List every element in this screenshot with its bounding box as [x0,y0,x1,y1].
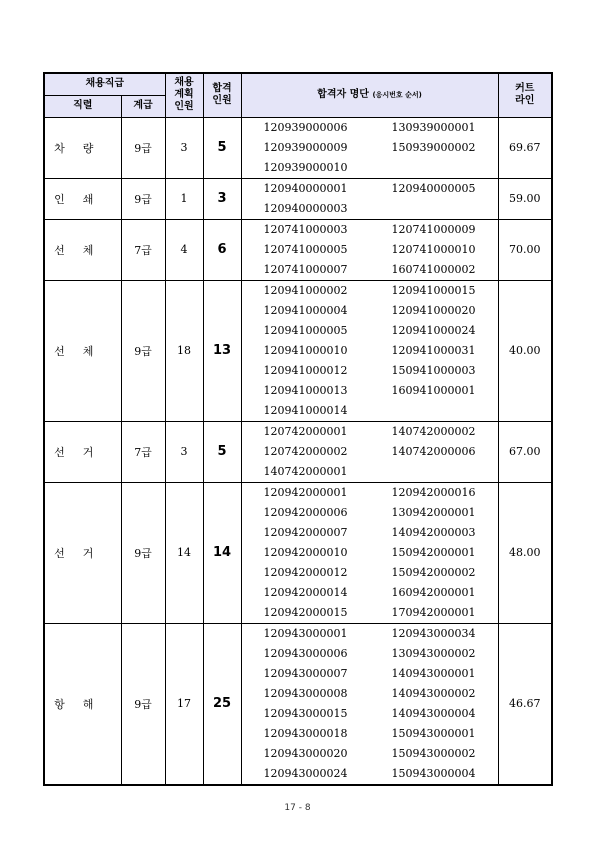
applicant-number: 120941000010 [263,343,348,357]
name-list-row [242,199,498,219]
name-list-row [242,764,498,784]
name-list-row [242,664,498,684]
grade-cell: 9급 [121,178,165,219]
applicant-number: 120943000008 [263,686,348,700]
applicant-number: 130939000001 [391,120,476,134]
applicant-number: 120943000015 [263,706,348,720]
passed-cell: 25 [203,623,241,785]
passed-cell: 13 [203,280,241,421]
applicant-number: 150941000003 [391,363,476,377]
series-cell: 차량 [44,117,121,178]
name-list-row [242,301,498,321]
header-name-list-note: (응시번호 순서) [372,91,422,100]
name-list-row [242,744,498,764]
applicant-number: 120941000014 [263,403,348,417]
applicant-number: 150942000002 [391,565,476,579]
applicant-number: 120741000005 [263,242,348,256]
applicant-number: 120941000002 [263,283,348,297]
name-list-row [242,543,498,563]
passed-cell: 6 [203,219,241,280]
name-list-row [242,563,498,583]
applicant-number [370,199,498,219]
grade-cell: 7급 [121,421,165,482]
header-grade: 계급 [121,95,165,117]
applicant-number: 120941000013 [263,383,348,397]
cutline-cell: 67.00 [498,421,552,482]
applicant-number: 120941000004 [263,303,348,317]
header-passed-text: 합격 인원 [212,83,232,107]
grade-cell: 7급 [121,219,165,280]
planned-cell: 17 [165,623,203,785]
applicant-number: 120943000001 [263,626,348,640]
grade-cell: 9급 [121,117,165,178]
cutline-cell: 46.67 [498,623,552,785]
name-list-row [242,704,498,724]
grade-cell: 9급 [121,482,165,623]
cutline-cell: 70.00 [498,219,552,280]
header-series: 직렬 [44,95,121,117]
header-cutline-text: 커트 라인 [515,83,535,107]
name-list-cell [241,482,498,623]
applicant-number: 120941000020 [391,303,476,317]
table-row [44,280,552,421]
name-list-row [242,118,498,138]
header-planned [165,73,203,117]
applicant-number: 140943000001 [391,666,476,680]
planned-cell: 3 [165,117,203,178]
grade-cell: 9급 [121,623,165,785]
applicant-number: 150942000001 [391,545,476,559]
name-list-row [242,220,498,240]
applicant-number: 120741000003 [263,222,348,236]
header-name-list [241,73,498,117]
applicant-number: 120939000006 [263,120,348,134]
applicant-number: 120941000015 [391,283,476,297]
cutline-cell: 59.00 [498,178,552,219]
name-list-row [242,281,498,301]
applicant-number: 120939000009 [263,140,348,154]
applicant-number: 120940000005 [391,181,476,195]
applicant-number: 160942000001 [391,585,476,599]
name-list-cell [241,219,498,280]
applicant-number: 150939000002 [391,140,476,154]
applicant-number: 150943000001 [391,726,476,740]
header-planned-text: 채용 계획 인원 [174,77,194,113]
applicant-number: 120939000010 [263,160,348,174]
applicant-number: 140742000001 [263,464,348,478]
name-list-row [242,583,498,603]
name-list-cell [241,280,498,421]
name-list-row [242,240,498,260]
applicant-number: 130943000002 [391,646,476,660]
series-cell: 선체 [44,219,121,280]
name-list-row [242,503,498,523]
header-recruit-grade: 채용직급 [44,73,165,95]
applicant-number: 120941000012 [263,363,348,377]
series-cell: 항해 [44,623,121,785]
applicant-number: 120943000007 [263,666,348,680]
applicant-number: 170942000001 [391,605,476,619]
applicant-number: 120742000002 [263,444,348,458]
name-list-row [242,462,498,482]
applicant-number: 140942000003 [391,525,476,539]
series-cell: 선체 [44,280,121,421]
applicant-number: 120941000031 [391,343,476,357]
name-list-row [242,483,498,503]
applicant-number: 150943000002 [391,746,476,760]
results-body [44,117,552,785]
name-list-cell [241,117,498,178]
table-row [44,117,552,178]
cutline-cell: 69.67 [498,117,552,178]
applicant-number: 120943000020 [263,746,348,760]
name-list-row [242,603,498,623]
table-row [44,219,552,280]
passed-cell: 14 [203,482,241,623]
applicant-number [370,158,498,178]
name-list-row [242,361,498,381]
name-list-row [242,644,498,664]
applicant-number [370,401,498,421]
cutline-cell: 48.00 [498,482,552,623]
name-list-row [242,724,498,744]
applicant-number: 120940000003 [263,201,348,215]
applicant-number: 120940000001 [263,181,348,195]
applicant-number: 120942000015 [263,605,348,619]
applicant-number: 140943000004 [391,706,476,720]
applicant-number: 120942000006 [263,505,348,519]
applicant-number [370,462,498,482]
name-list-row [242,341,498,361]
applicant-number: 120741000007 [263,262,348,276]
name-list-row [242,523,498,543]
applicant-number: 120942000014 [263,585,348,599]
applicant-number: 120742000001 [263,424,348,438]
header-cutline [498,73,552,117]
grade-cell: 9급 [121,280,165,421]
applicant-number: 120941000005 [263,323,348,337]
applicant-number: 120741000009 [391,222,476,236]
applicant-number: 120741000010 [391,242,476,256]
table-row [44,178,552,219]
planned-cell: 18 [165,280,203,421]
applicant-number: 160741000002 [391,262,476,276]
series-cell: 선거 [44,482,121,623]
name-list-row [242,624,498,644]
passed-cell: 3 [203,178,241,219]
table-row [44,623,552,785]
name-list-row [242,381,498,401]
name-list-cell [241,623,498,785]
results-table [43,72,553,786]
applicant-number: 120943000034 [391,626,476,640]
table-row [44,482,552,623]
applicant-number: 140943000002 [391,686,476,700]
name-list-row [242,179,498,199]
applicant-number: 120942000001 [263,485,348,499]
name-list-row [242,401,498,421]
planned-cell: 1 [165,178,203,219]
applicant-number: 160941000001 [391,383,476,397]
planned-cell: 14 [165,482,203,623]
passed-cell: 5 [203,421,241,482]
name-list-row [242,684,498,704]
planned-cell: 4 [165,219,203,280]
applicant-number: 140742000002 [391,424,476,438]
name-list-row [242,422,498,442]
cutline-cell: 40.00 [498,280,552,421]
applicant-number: 120942000007 [263,525,348,539]
applicant-number: 120941000024 [391,323,476,337]
name-list-cell [241,178,498,219]
planned-cell: 3 [165,421,203,482]
applicant-number: 120942000012 [263,565,348,579]
name-list-cell [241,421,498,482]
table-row [44,421,552,482]
applicant-number: 120943000024 [263,766,348,780]
applicant-number: 120942000010 [263,545,348,559]
header-passed [203,73,241,117]
page-number: 17 - 8 [284,803,311,813]
passed-cell: 5 [203,117,241,178]
name-list-row [242,442,498,462]
name-list-row [242,158,498,178]
name-list-row [242,260,498,280]
header-name-list-title: 합격자 명단 [317,89,369,101]
applicant-number: 120942000016 [391,485,476,499]
applicant-number: 120943000006 [263,646,348,660]
applicant-number: 120943000018 [263,726,348,740]
applicant-number: 130942000001 [391,505,476,519]
series-cell: 인쇄 [44,178,121,219]
name-list-row [242,138,498,158]
series-cell: 선거 [44,421,121,482]
applicant-number: 140742000006 [391,444,476,458]
name-list-row [242,321,498,341]
applicant-number: 150943000004 [391,766,476,780]
